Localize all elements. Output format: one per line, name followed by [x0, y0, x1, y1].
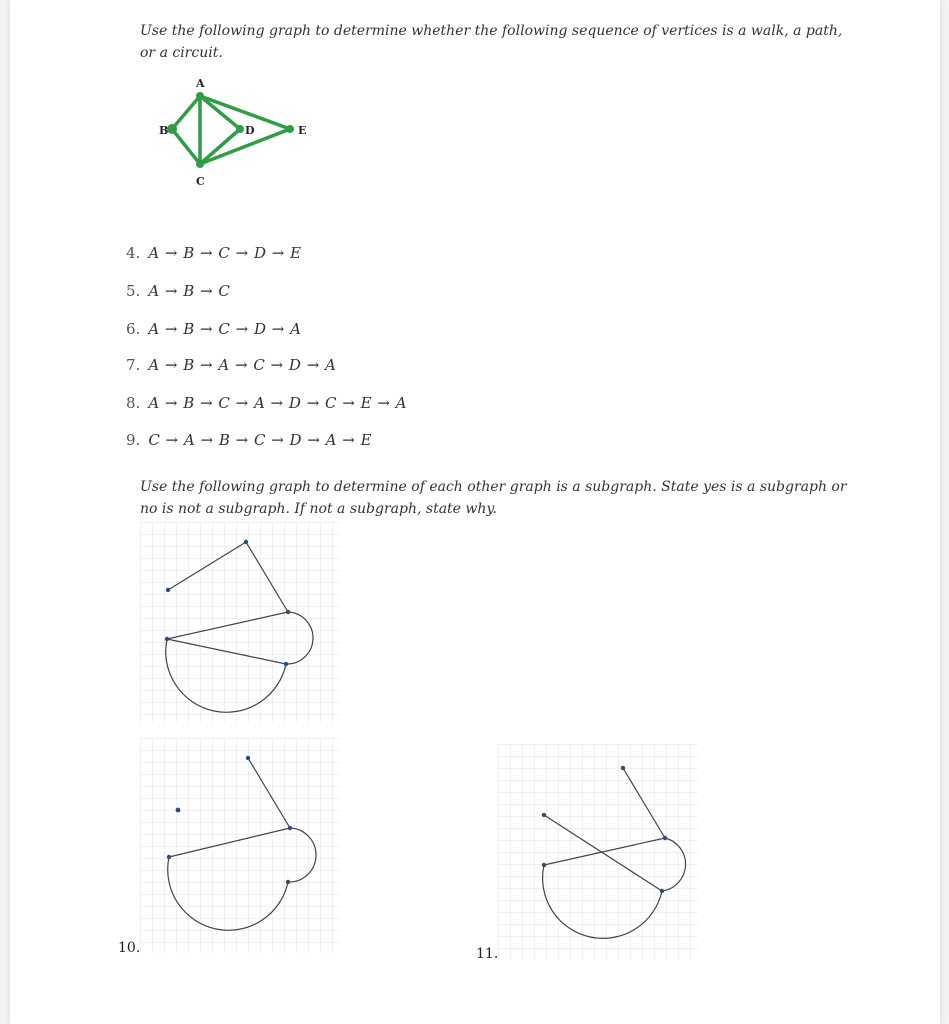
question-sequence: A → B → C → D → A [148, 320, 302, 338]
question-sequence: A → B → C → A → D → C → E → A [148, 394, 407, 412]
vertex-E [286, 125, 294, 133]
question-number: 8. [126, 394, 141, 412]
vertex-label-D: D [245, 124, 255, 137]
question-number: 7. [126, 356, 141, 374]
question-sequence: A → B → C → D → E [148, 244, 302, 262]
grid-background [140, 522, 340, 722]
vertex-label-A: A [196, 77, 205, 90]
question-5 [126, 282, 230, 300]
question-number: 5. [126, 282, 141, 300]
question-8 [126, 394, 407, 412]
figure-10-label: 10. [118, 940, 141, 956]
question-4 [126, 244, 302, 262]
section1-instructions: Use the following graph to determine whether the following sequence of vertices is a walk, a path, or a circuit. [140, 23, 843, 61]
question-9 [126, 431, 372, 449]
vertex-B [167, 124, 177, 134]
vertex-D [236, 125, 244, 133]
question-number: 6. [126, 320, 141, 338]
document-page [10, 0, 940, 1024]
vertex-A [196, 92, 204, 100]
question-number: 4. [126, 244, 141, 262]
vertex-label-C: C [196, 175, 205, 188]
figure-11 [498, 744, 698, 959]
grid-background [140, 738, 340, 953]
question-6 [126, 320, 301, 338]
question-sequence: C → A → B → C → D → A → E [148, 431, 373, 449]
vertex-label-E: E [298, 124, 307, 137]
figure-10 [140, 738, 340, 953]
question-sequence: A → B → A → C → D → A [148, 356, 337, 374]
main-graph-figure [140, 522, 340, 722]
vertex-label-B: B [159, 124, 169, 137]
question-number: 9. [126, 431, 141, 449]
figure-11-label: 11. [476, 946, 499, 962]
question-7 [126, 356, 336, 374]
grid-background [498, 744, 698, 959]
graph-abcde [140, 74, 320, 189]
question-sequence: A → B → C [148, 282, 231, 300]
vertex-C [196, 160, 204, 168]
section2-instructions: Use the following graph to determine of each other graph is a subgraph. State yes is a subgraph or no is not a subgraph. If not a subgraph, state why. [140, 479, 847, 517]
